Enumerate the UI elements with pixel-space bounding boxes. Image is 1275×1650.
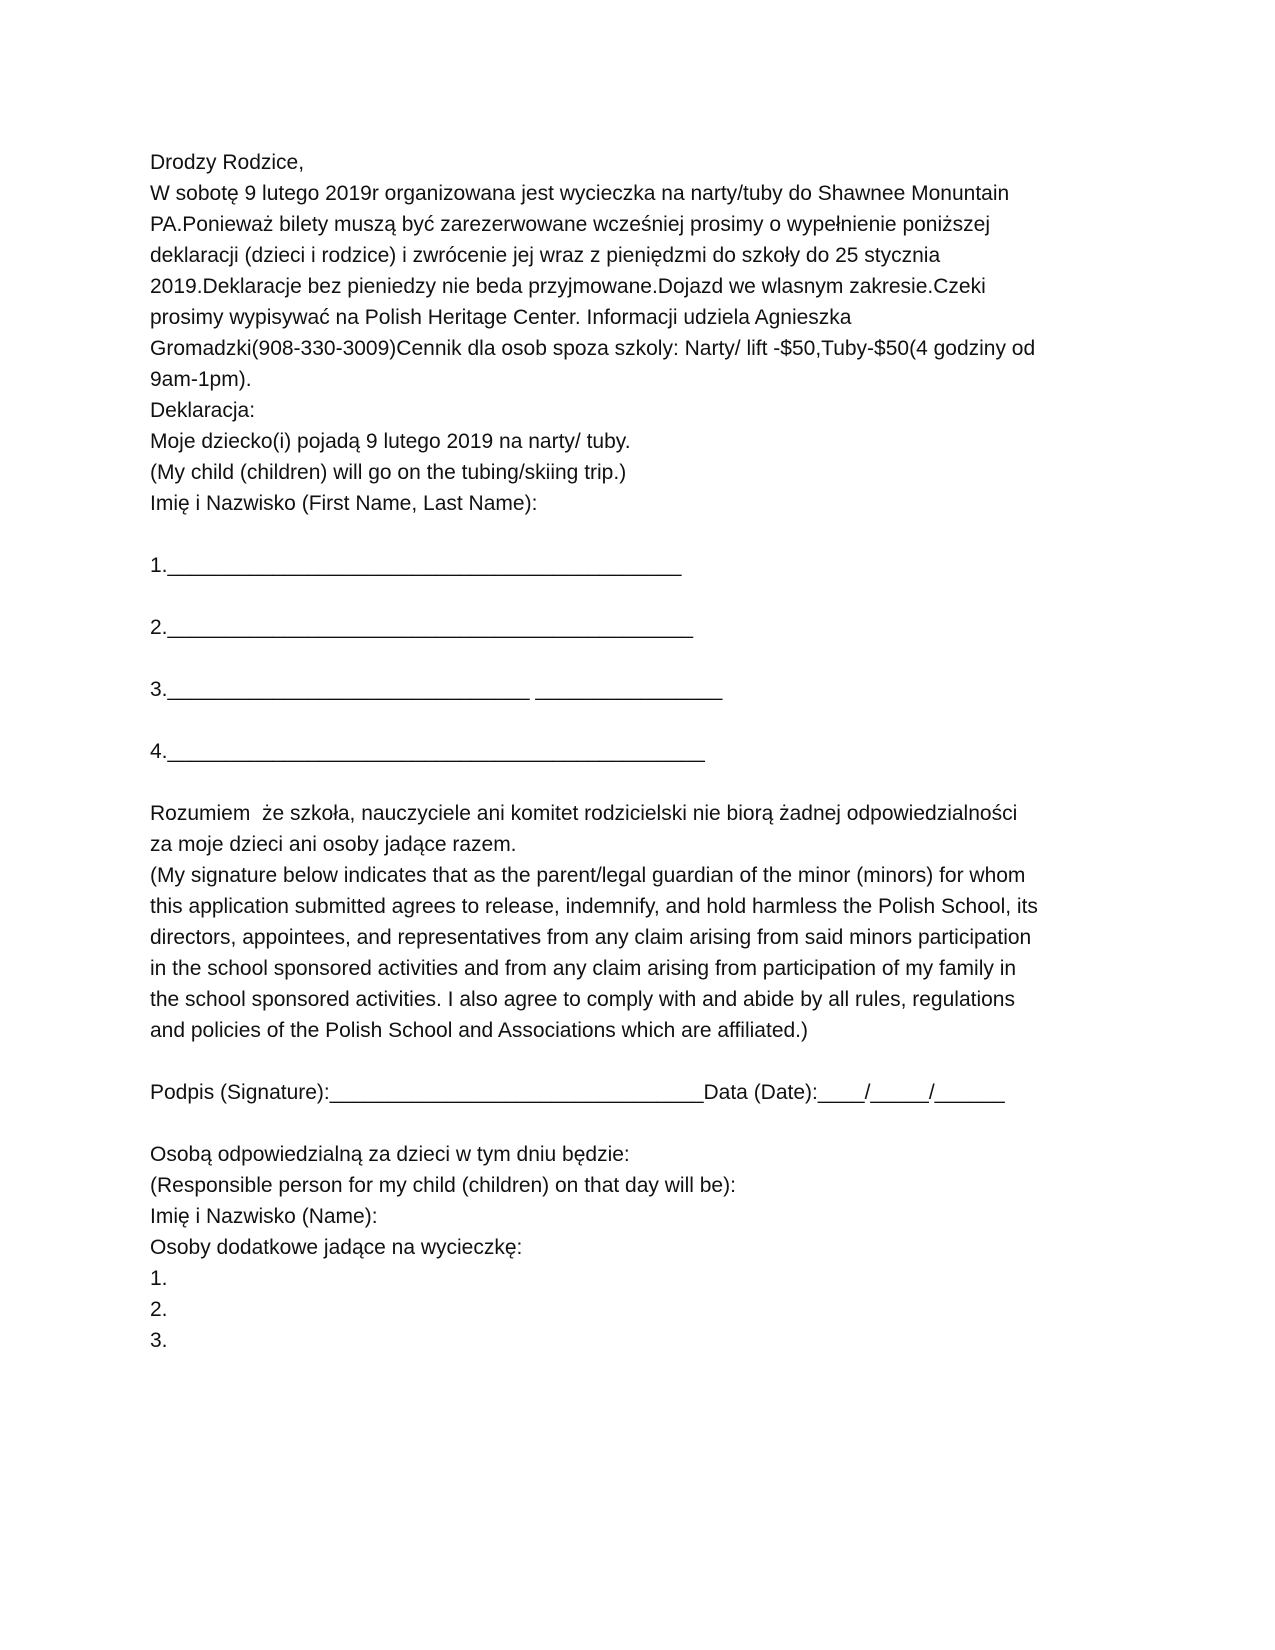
declaration-heading: Deklaracja: [150, 399, 256, 422]
intro-line: 9am-1pm). [150, 368, 252, 391]
liability-line: in the school sponsored activities and from any claim arising from participation of my family in [150, 957, 1017, 980]
responsible-label-pl: Osobą odpowiedzialną za dzieci w tym dniu będzie: [150, 1143, 630, 1166]
additional-person-3[interactable]: 3. [150, 1329, 168, 1352]
signature-date-field[interactable]: Podpis (Signature):________________________________Data (Date):____/_____/______ [150, 1081, 1005, 1104]
spacer [150, 643, 1130, 674]
names-label: Imię i Nazwisko (First Name, Last Name): [150, 492, 538, 515]
liability-line: Rozumiem że szkoła, nauczyciele ani komitet rodzicielski nie biorą żadnej odpowiedzialności [150, 802, 1018, 825]
child-name-field-2[interactable]: 2._____________________________________________ [150, 616, 694, 639]
intro-line: 2019.Deklaracje bez pieniedzy nie beda przyjmowane.Dojazd we wlasnym zakresie.Czeki [150, 275, 986, 298]
child-name-field-3[interactable]: 3._______________________________ ________________ [150, 678, 723, 701]
child-name-field-1[interactable]: 1.____________________________________________ [150, 554, 682, 577]
child-name-field-4[interactable]: 4.______________________________________________ [150, 740, 705, 763]
responsible-label-en: (Responsible person for my child (children) on that day will be): [150, 1174, 736, 1197]
spacer [150, 581, 1130, 612]
intro-line: Gromadzki(908-330-3009)Cennik dla osob spoza szkoly: Narty/ lift -$50,Tuby-$50(4 godziny od [150, 337, 1036, 360]
spacer [150, 767, 1130, 798]
declaration-statement-en: (My child (children) will go on the tubing/skiing trip.) [150, 461, 627, 484]
intro-line: PA.Ponieważ bilety muszą być zarezerwowane wcześniej prosimy o wypełnienie poniższej [150, 213, 990, 236]
intro-paragraph [150, 178, 1130, 395]
declaration-statement-pl: Moje dziecko(i) pojadą 9 lutego 2019 na narty/ tuby. [150, 430, 631, 453]
intro-line: W sobotę 9 lutego 2019r organizowana jest wycieczka na narty/tuby do Shawnee Monuntain [150, 182, 1010, 205]
spacer [150, 519, 1130, 550]
intro-line: prosimy wypisywać na Polish Heritage Center. Informacji udziela Agnieszka [150, 306, 852, 329]
liability-line: the school sponsored activities. I also agree to comply with and abide by all rules, regulations [150, 988, 1015, 1011]
spacer [150, 1046, 1130, 1077]
greeting: Drodzy Rodzice, [150, 151, 305, 174]
additional-persons-label: Osoby dodatkowe jadące na wycieczkę: [150, 1236, 523, 1259]
document-page [150, 147, 1130, 1356]
liability-line: (My signature below indicates that as the parent/legal guardian of the minor (minors) for whom [150, 864, 1026, 887]
spacer [150, 705, 1130, 736]
additional-person-1[interactable]: 1. [150, 1267, 168, 1290]
responsible-name-field[interactable]: Imię i Nazwisko (Name): [150, 1205, 378, 1228]
liability-line: this application submitted agrees to release, indemnify, and hold harmless the Polish School, its [150, 895, 1038, 918]
spacer [150, 1108, 1130, 1139]
intro-line: deklaracji (dzieci i rodzice) i zwrócenie jej wraz z pieniędzmi do szkoły do 25 stycznia [150, 244, 941, 267]
liability-paragraph [150, 798, 1130, 1046]
liability-line: za moje dzieci ani osoby jadące razem. [150, 833, 517, 856]
liability-line: directors, appointees, and representatives from any claim arising from said minors participation [150, 926, 1032, 949]
additional-person-2[interactable]: 2. [150, 1298, 168, 1321]
liability-line: and policies of the Polish School and Associations which are affiliated.) [150, 1019, 809, 1042]
